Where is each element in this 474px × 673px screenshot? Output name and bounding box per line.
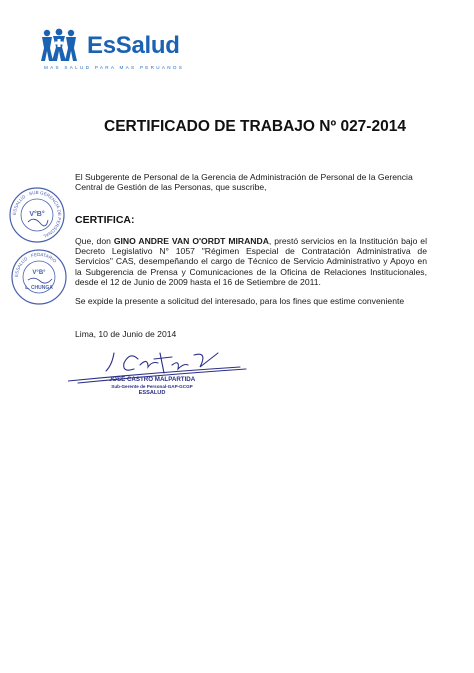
approval-stamp: [8, 186, 66, 249]
signatory-role: Sub-Gerente de Personal-GAP-GCGP: [111, 384, 193, 389]
stamp-seal-icon: [10, 248, 68, 306]
signatory-name: JOSE CASTRO MALPARTIDA: [108, 376, 196, 383]
svg-text:V°B°: V°B°: [29, 211, 45, 218]
certification-paragraph: [75, 236, 427, 287]
essalud-logo: [40, 28, 190, 78]
svg-text:V°B°: V°B°: [32, 270, 46, 276]
logo-tagline: MAS SALUD PARA MAS PERUANOS: [44, 65, 185, 70]
people-logo-icon: [40, 28, 88, 64]
svg-text:ESSALUD · FEDATARIO: ESSALUD · FEDATARIO: [13, 251, 58, 278]
svg-text:ESSALUD · SUB GERENCIA DE PERS: ESSALUD · SUB GERENCIA DE PERSONAL: [11, 189, 63, 239]
para-prefix: Que, don: [75, 236, 114, 246]
document-title: CERTIFICADO DE TRABAJO Nº 027-2014: [104, 118, 406, 135]
signatory-org: ESSALUD: [138, 390, 166, 396]
place-date: Lima, 10 de Junio de 2014: [75, 329, 177, 339]
fedatario-stamp: [10, 248, 68, 311]
svg-text:L. CHUNGA: L. CHUNGA: [25, 285, 53, 291]
employee-name: GINO ANDRE VAN O'ORDT MIRANDA: [113, 236, 269, 246]
logo-name: EsSalud: [87, 32, 180, 59]
para-body: , prestó servicios en la Institución bajo el Decreto Legislativo N° 1057 "Régimen Especial de Contratación Administrativa de Servicios" CAS, desempeñando el cargo de Técnico de Servicio Administrativo y Apoyo en la Subgerencia de Prensa y Comunicaciones de la Oficina de Relaciones Institucionales, desde el 12 de Junio de 2009 hasta el 16 de Setiembre de 2011.: [75, 236, 427, 287]
intro-paragraph: El Subgerente de Personal de la Gerencia de Administración de Personal de la Gerencia Central de Gestión de las Personas, que suscribe,: [75, 172, 413, 193]
closing-statement: Se expide la presente a solicitud del interesado, para los fines que estime conveniente: [75, 296, 405, 306]
certifica-heading: CERTIFICA:: [75, 214, 135, 226]
stamp-seal-icon: [8, 186, 66, 244]
